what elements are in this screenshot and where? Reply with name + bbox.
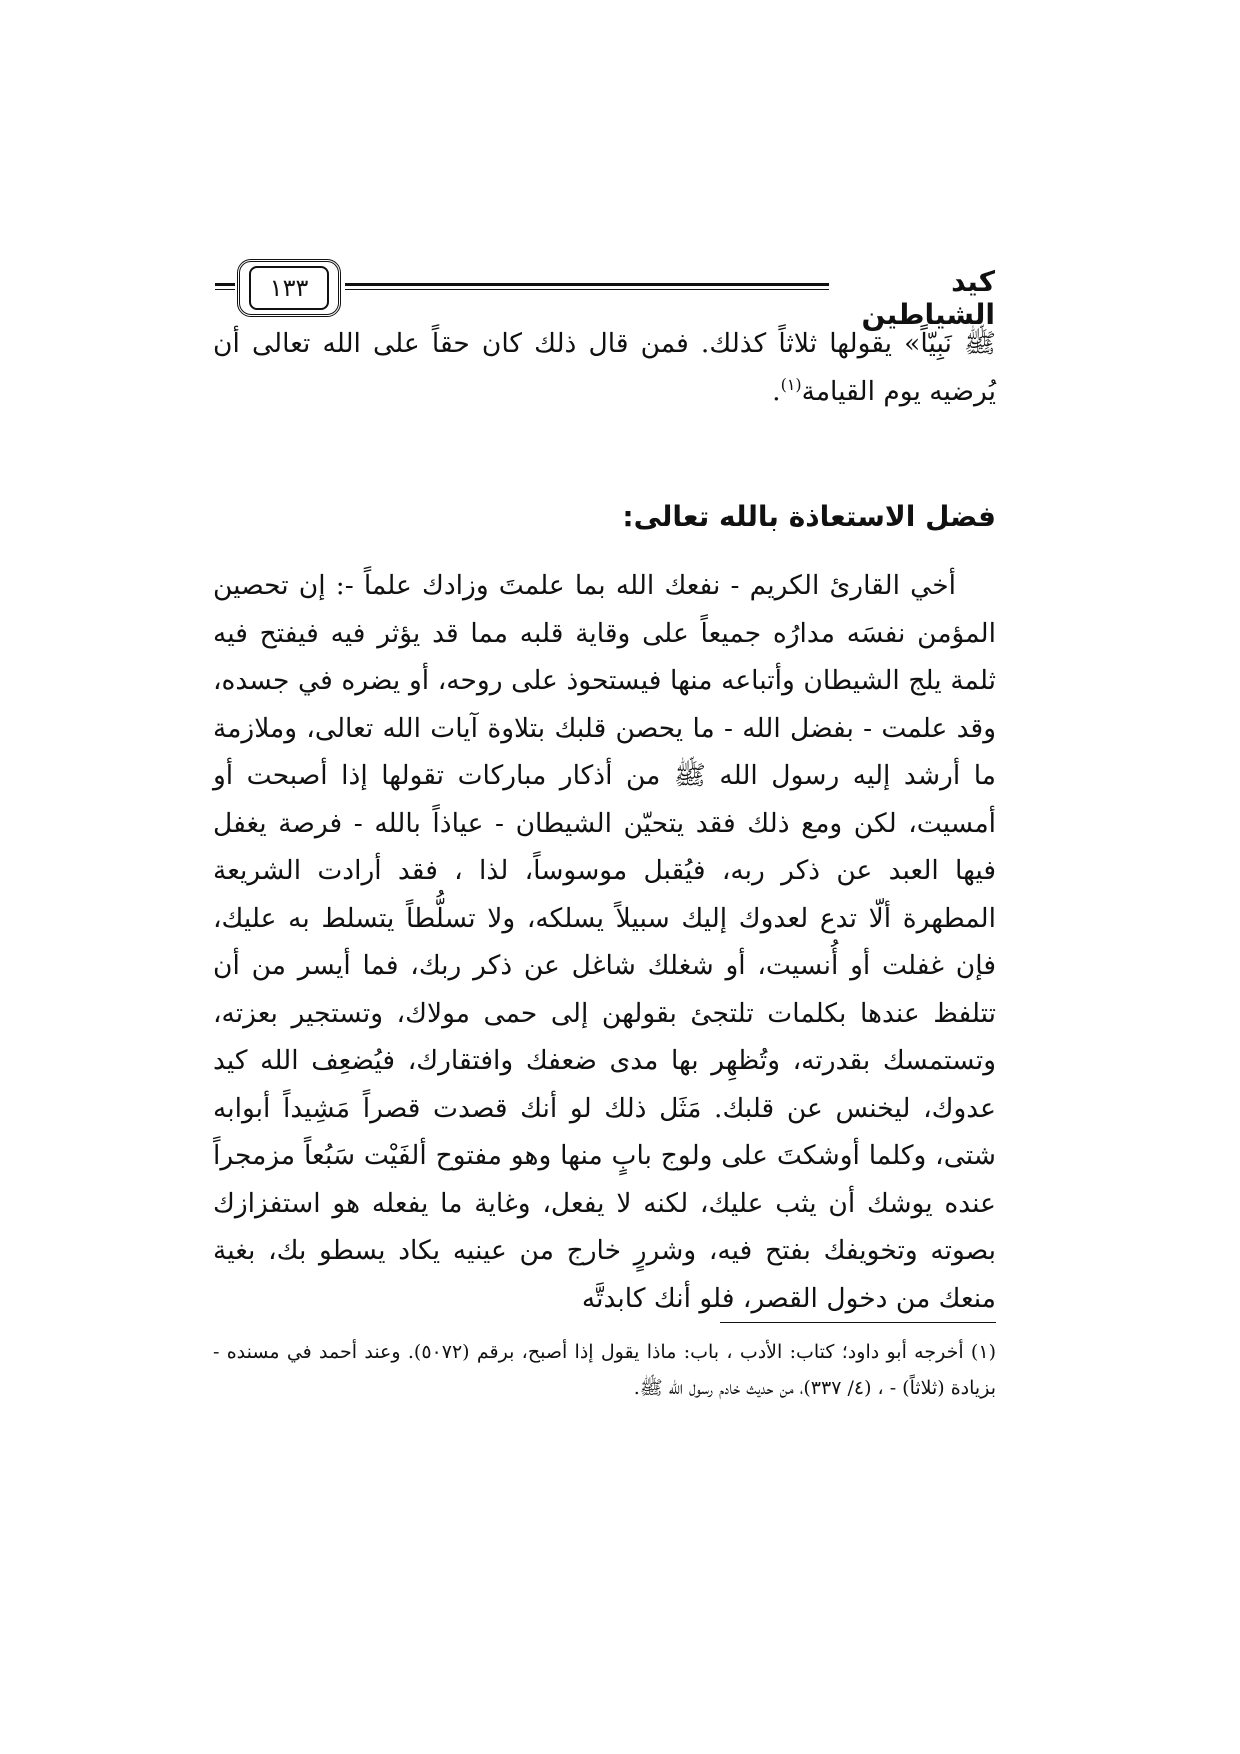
page-header	[215, 255, 995, 331]
page-number: ١٣٣	[249, 266, 329, 310]
main-paragraph-text: أخي القارئ الكريم - نفعك الله بما علمتَ وزادك علماً -: إن تحصين المؤمن نفسَه مدارُه جميعاً على وقاية قلبه مما قد يؤثر فيه فيفتح فيه ثلمة يلج الشيطان وأتباعه منها فيستحوذ على روحه، أو يضره في جسده، وقد علمت - بفضل الله - ما يحصن قلبك بتلاوة آيات الله تعالى، وملازمة ما أرشد إليه رسول الله ﷺ من أذكار مباركات تقولها إذا أصبحت أو أمسيت، لكن ومع ذلك فقد يتحيّن الشيطان - عياذاً بالله - فرصة يغفل فيها العبد عن ذكر ربه، فيُقبل موسوساً، لذا ، فقد أرادت الشريعة المطهرة ألّا تدع لعدوك إليك سبيلاً يسلكه، ولا تسلُّطاً يتسلط به عليك، فإن غفلت أو أُنسيت، أو شغلك شاغل عن ذكر ربك، فما أيسر من أن تتلفظ عندها بكلمات تلتجئ بقولهن إلى حمى مولاك، وتستجير بعزته، وتستمسك بقدرته، وتُظهِر بها مدى ضعفك وافتقارك، فيُضعِف الله كيد عدوك، ليخنس عن قلبك. مَثَل ذلك لو أنك قصدت قصراً مَشِيداً أبوابه شتى، وكلما أوشكتَ على ولوج بابٍ منها وهو مفتوح ألفَيْت سَبُعاً مزمجراً عنده يوشك أن يثب عليك، لكنه لا يفعل، وغاية ما يفعله هو استفزازك بصوته وتخويفك بفتح فيه، وشررٍ خارج من عينيه يكاد يسطو بك، بغية منعك من دخول القصر، فلو أنك كابدتَّه	[213, 570, 996, 1314]
footnote	[213, 1334, 996, 1406]
intro-paragraph	[213, 320, 996, 415]
header-rule-left	[215, 283, 235, 290]
section-heading: فضل الاستعاذة بالله تعالى:	[622, 500, 996, 533]
main-paragraph	[213, 562, 996, 1322]
intro-end: .	[772, 375, 781, 407]
intro-text: ﷺ نَبِيّاً» يقولها ثلاثاً كذلك. فمن قال ذلك كان حقاً على الله تعالى أن يُرضيه يوم القيامة	[213, 328, 996, 407]
footnote-marker: (١)	[780, 374, 802, 394]
header-rule	[345, 283, 829, 290]
footnote-text: (١) أخرجه أبو داود؛ كتاب: الأدب ، باب: ماذا يقول إذا أصبح، برقم (٥٠٧٢). وعند أحمد في مسنده - بزيادة (ثلاثاً) - ، (٤/ ٣٣٧)، من حديث خادم رسول الله ﷺ.	[213, 1341, 996, 1399]
footnote-separator	[720, 1322, 996, 1323]
running-title: كيد الشياطين	[861, 265, 995, 331]
page-number-frame	[237, 259, 341, 317]
